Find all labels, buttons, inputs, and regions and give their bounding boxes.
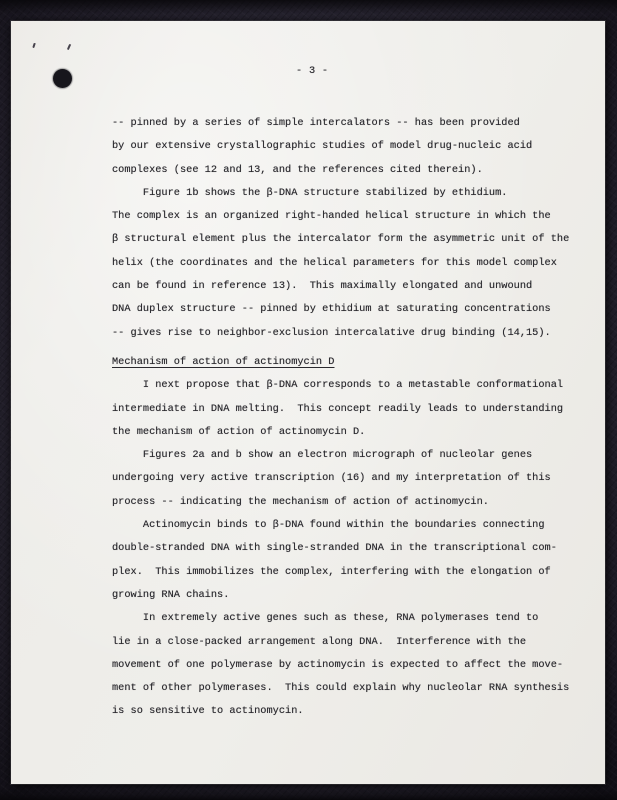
text-line: can be found in reference 13). This maximally elongated and unwound [112,280,533,293]
text-line: Figures 2a and b show an electron micrograph of nucleolar genes [112,449,533,462]
text-line: intermediate in DNA melting. This concept readily leads to understanding [112,402,564,415]
text-line: Figure 1b shows the β-DNA structure stabilized by ethidium. [112,186,508,199]
text-line: growing RNA chains. [112,588,230,601]
section-heading [112,351,572,374]
text-line: undergoing very active transcription (16) and my interpretation of this [112,472,551,485]
text-line: by our extensive crystallographic studies of model drug-nucleic acid [112,140,533,153]
text-line: process -- indicating the mechanism of action of actinomycin. [112,495,489,508]
text-line: is so sensitive to actinomycin. [112,705,304,718]
text-line: The complex is an organized right-handed helical structure in which the [112,210,551,223]
hole-punch-dot-icon [53,69,72,88]
text-line: β structural element plus the intercalator form the asymmetric unit of the [112,233,570,246]
text-line: plex. This immobilizes the complex, interfering with the elongation of [112,565,551,578]
ink-speck-icon [32,43,35,48]
text-line: -- gives rise to neighbor-exclusion intercalative drug binding (14,15). [112,326,551,339]
typed-text-block [112,112,572,724]
text-line: the mechanism of action of actinomycin D. [112,425,366,438]
text-line: ment of other polymerases. This could explain why nucleolar RNA synthesis [112,682,570,695]
text-line: In extremely active genes such as these, RNA polymerases tend to [112,612,539,625]
document-page [11,21,605,784]
section-heading-text: Mechanism of action of actinomycin D [112,355,335,368]
page-number: - 3 - [296,65,329,77]
text-line: movement of one polymerase by actinomycin is expected to affect the move- [112,658,564,671]
text-line: lie in a close-packed arrangement along DNA. Interference with the [112,635,527,648]
text-line: helix (the coordinates and the helical parameters for this model complex [112,256,557,269]
text-line: DNA duplex structure -- pinned by ethidium at saturating concentrations [112,303,551,316]
text-line: -- pinned by a series of simple intercalators -- has been provided [112,117,520,129]
text-line: complexes (see 12 and 13, and the references cited therein). [112,163,483,176]
text-line: double-stranded DNA with single-stranded DNA in the transcriptional com- [112,542,557,555]
text-line: I next propose that β-DNA corresponds to a metastable conformational [112,379,564,392]
ink-speck-icon [67,44,71,50]
text-line: Actinomycin binds to β-DNA found within the boundaries connecting [112,519,545,532]
